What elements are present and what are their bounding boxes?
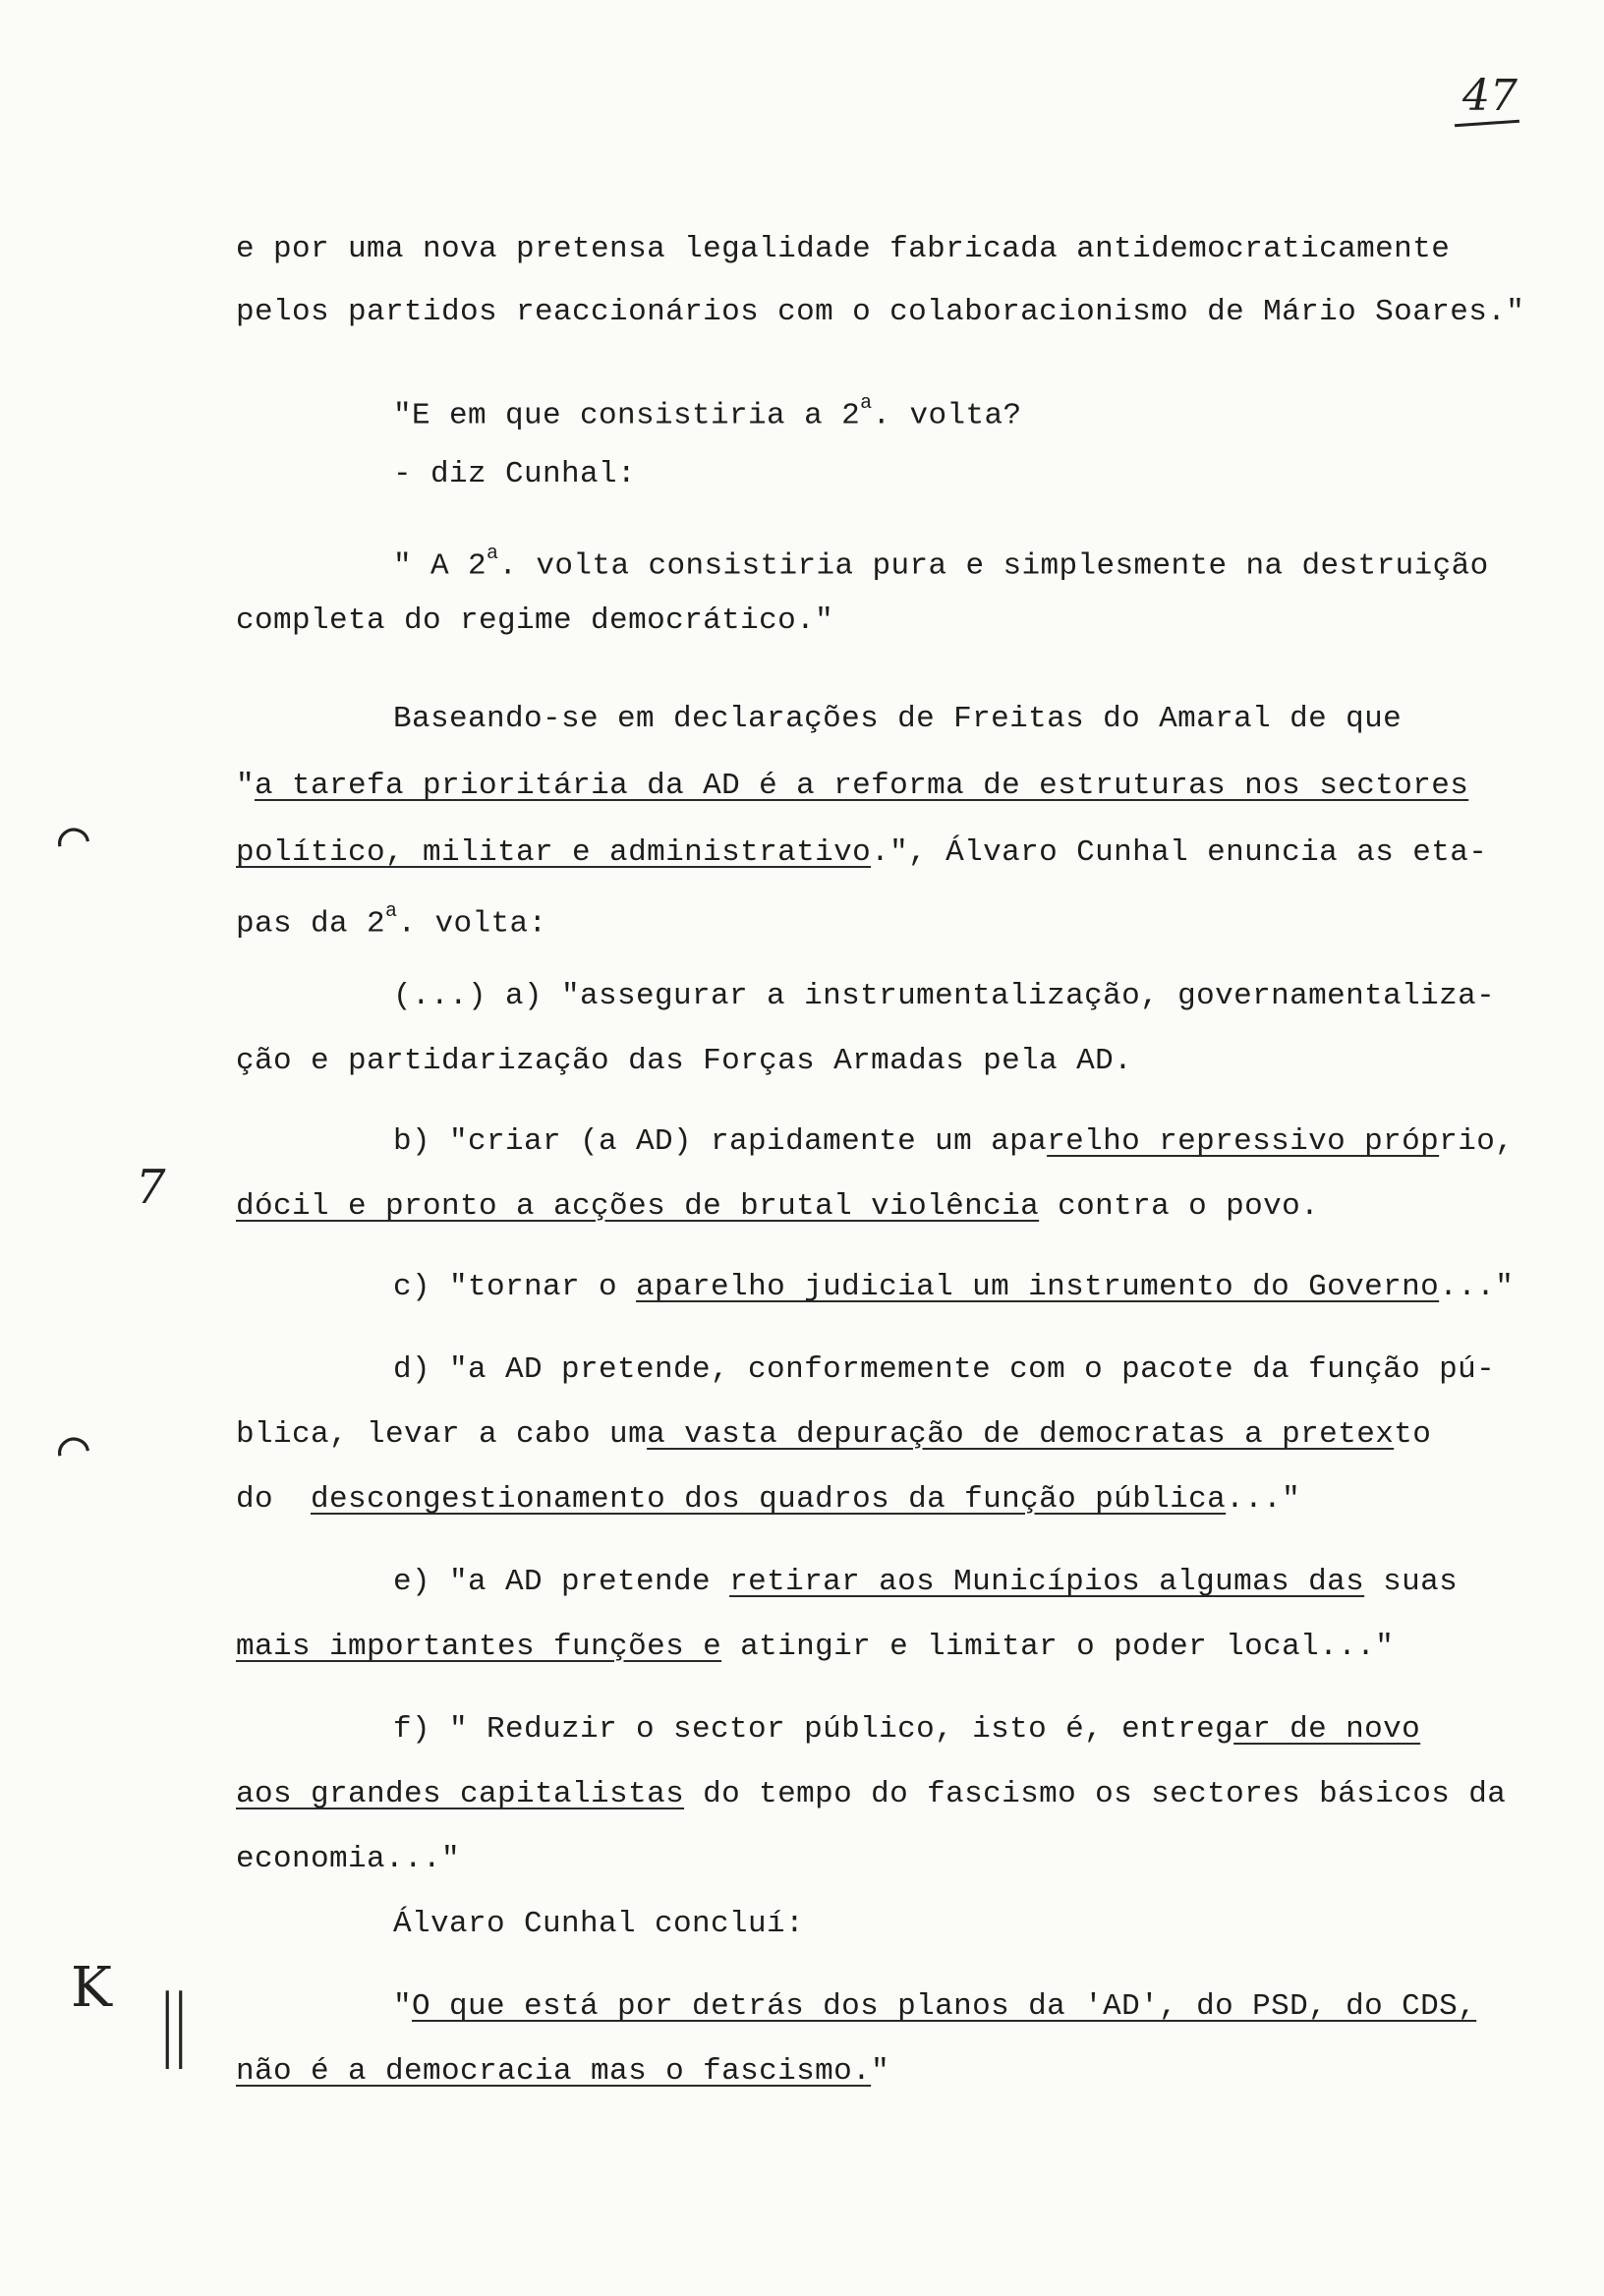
text-line: e) "a AD pretende retirar aos Municípios algumas das suas [393,1565,1459,1599]
text-line: economia..." [236,1842,461,1876]
margin-k-mark: K [71,1956,112,2020]
margin-bar-mark: || [160,1978,188,2069]
text-line: "O que está por detrás dos planos da 'AD', do PSD, do CDS, [393,1989,1477,2024]
text-line: do descongestionamento dos quadros da função pública..." [236,1482,1301,1517]
page-number: 47 [1462,71,1518,121]
text-line: (...) a) "assegurar a instrumentalização, governamentaliza- [393,979,1496,1013]
text-line: f) " Reduzir o sector público, isto é, entregar de novo [393,1712,1421,1747]
text-line: " A 2$^a$. volta consistiria pura e simplesmente na destruição [393,543,1489,584]
text-line: d) "a AD pretende, conformemente com o pacote da função pú- [393,1352,1496,1387]
text-line: ção e partidarização das Forças Armadas pela AD. [236,1044,1133,1078]
text-line: pelos partidos reaccionários com o colaboracionismo de Mário Soares." [236,295,1525,329]
text-line: blica, levar a cabo uma vasta depuração de democratas a pretexto [236,1417,1432,1452]
text-line: e por uma nova pretensa legalidade fabricada antidemocraticamente [236,232,1451,266]
text-line: Álvaro Cunhal concluí: [393,1907,805,1941]
margin-arc-mark-2: ⌒ [52,1418,95,1484]
text-line: "a tarefa prioritária da AD é a reforma de estruturas nos sectores [236,769,1469,803]
text-line: dócil e pronto a acções de brutal violência contra o povo. [236,1189,1320,1224]
text-line: c) "tornar o aparelho judicial um instrumento do Governo..." [393,1270,1515,1304]
text-line: "E em que consistiria a 2$^a$. volta? [393,392,1022,433]
margin-arc-mark: ⌒ [52,809,95,875]
text-line: político, militar e administrativo.", Álvaro Cunhal enuncia as eta- [236,835,1488,870]
text-line: pas da 2$^a$. volta: [236,900,547,942]
text-line: não é a democracia mas o fascismo." [236,2054,890,2089]
text-line: aos grandes capitalistas do tempo do fascismo os sectores básicos da [236,1777,1507,1811]
text-line: completa do regime democrático." [236,603,834,638]
text-line: - diz Cunhal: [393,457,637,491]
margin-seven-mark: 7 [136,1160,166,1215]
text-line: b) "criar (a AD) rapidamente um aparelho repressivo próprio, [393,1124,1515,1159]
text-line: mais importantes funções e atingir e limitar o poder local..." [236,1630,1395,1664]
text-line: Baseando-se em declarações de Freitas do Amaral de que [393,702,1403,736]
